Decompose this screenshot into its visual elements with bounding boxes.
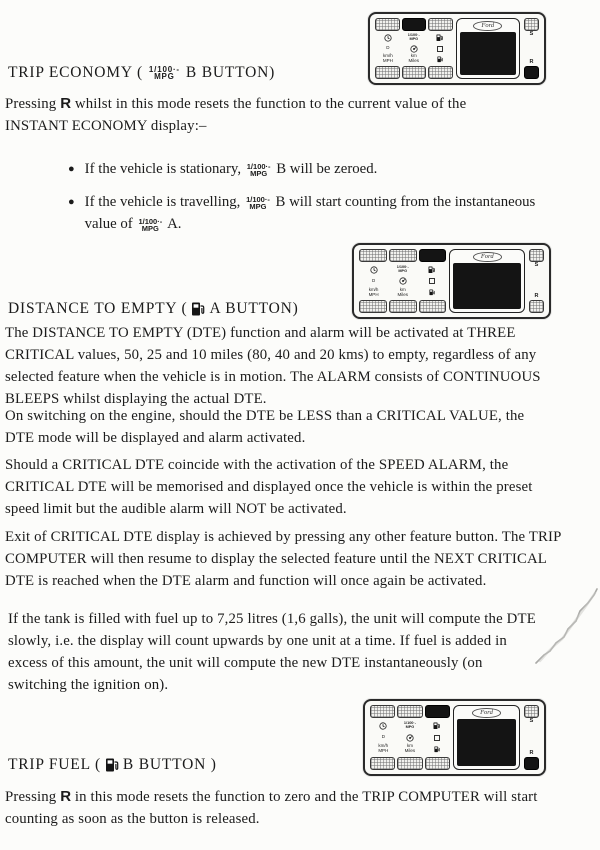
ford-logo: Ford	[473, 21, 502, 31]
lcd-screen	[457, 719, 516, 766]
panel-button-top-2	[425, 705, 450, 718]
fuel-pump-icon	[436, 34, 443, 42]
panel-button-bottom-2	[428, 66, 453, 79]
panel-display	[453, 705, 520, 770]
square-icon	[434, 735, 440, 741]
panel-button-bottom-0	[370, 757, 395, 770]
set-button-label: S	[534, 262, 539, 268]
panel-button-bottom-1	[402, 66, 427, 79]
distance-label: D	[371, 277, 376, 283]
heading-trip-economy-pre: TRIP ECONOMY (	[8, 64, 143, 81]
trip-fuel-panel	[365, 701, 544, 774]
lcd-screen	[460, 32, 516, 75]
mpg-economy-label: 1/100·- MPG	[396, 264, 409, 273]
fuel-pump-icon	[433, 722, 440, 730]
fuel-pump-icon	[434, 746, 440, 753]
panel-button-top-1	[389, 249, 417, 262]
reset-button-label: R	[529, 58, 534, 65]
panel-display	[449, 249, 525, 313]
square-icon	[437, 46, 443, 52]
trip-computer-illustration-trip-economy	[368, 12, 546, 85]
economy-gauge-icon	[399, 277, 407, 285]
panel-button-bottom-2	[425, 757, 450, 770]
r-button-symbol: R	[60, 95, 72, 112]
panel-button-top-0	[370, 705, 395, 718]
reset-button	[524, 66, 539, 79]
heading-trip-fuel: TRIP FUEL ( B BUTTON )	[8, 756, 217, 773]
fuel-pump-icon	[429, 289, 435, 296]
panel-button-top-1	[397, 705, 422, 718]
ford-logo: Ford	[472, 708, 501, 718]
panel-button-top-2	[428, 18, 453, 31]
trip-computer-illustration-trip-fuel	[363, 699, 546, 776]
reset-button	[529, 300, 544, 313]
panel-button-bottom-2	[419, 300, 447, 313]
distance-units-label: km Miles	[397, 286, 408, 297]
panel-button-top-0	[375, 18, 400, 31]
clock-icon	[384, 34, 392, 42]
panel-button-top-0	[359, 249, 387, 262]
set-button	[524, 705, 539, 718]
speed-units-label: km/h MPH	[382, 53, 393, 64]
reset-button	[524, 757, 539, 770]
paragraph-dte-4: Exit of CRITICAL DTE display is achieved by pressing any other feature button. The TRIP COMPUTER will then resume to display the selected feature until the NEXT CRITICAL DTE is reached when the DTE alarm and function will once again be activated.	[5, 529, 561, 589]
trip-economy-panel	[370, 14, 544, 83]
reset-button-label: R	[534, 292, 539, 299]
heading-trip-economy	[8, 64, 275, 82]
heading-trip-economy-post: B BUTTON)	[185, 64, 276, 81]
heading-distance-to-empty: DISTANCE TO EMPTY ( A BUTTON)	[8, 300, 299, 317]
panel-button-bottom-0	[359, 300, 387, 313]
set-button-label: S	[529, 31, 534, 37]
panel-button-top-2	[419, 249, 447, 262]
paragraph-dte-5: If the tank is filled with fuel up to 7,25 litres (1,6 galls), the unit will compute the DTE slowly, i.e. the display will count upwards by one unit at a time. If fuel is added in excess of this amount, the unit will compute the new DTE instantaneously (on switching the ignition on).	[8, 611, 536, 693]
paragraph-dte-3: Should a CRITICAL DTE coincide with the activation of the SPEED ALARM, the CRITICAL DTE will be memorised and displayed once the vehicle is within the preset speed limit but the audible alarm will NOT be activated.	[5, 457, 533, 517]
speed-units-label: km/h MPH	[378, 743, 389, 754]
lcd-screen	[453, 263, 521, 309]
distance-to-empty-panel	[354, 245, 549, 317]
distance-units-label: km Miles	[404, 743, 416, 754]
paragraph-dte-2: On switching on the engine, should the DTE be LESS than a CRITICAL VALUE, the DTE mode will be displayed and alarm activated.	[5, 408, 525, 446]
paragraph-dte-1: The DISTANCE TO EMPTY (DTE) function and alarm will be activated at THREE CRITICAL values, 50, 25 and 10 miles (80, 40 and 20 kms) to empty, regardless of any selected feature when the vehicle is in motion. The ALARM consists of CONTINUOUS BLEEPS whilst displaying the actual DTE.	[5, 325, 541, 407]
mpg-economy-label: 1/100·- MPG	[407, 32, 420, 41]
panel-display	[456, 18, 520, 79]
mpg-economy-icon: 1/100·- MPG	[148, 64, 180, 81]
distance-label: D	[386, 45, 390, 51]
set-button-label: S	[529, 718, 534, 724]
bullet-stationary: ● If the vehicle is stationary, 1/100·- MPG B will be zeroed.	[68, 158, 578, 180]
fuel-pump-icon	[428, 266, 435, 274]
scan-crease-artifact	[534, 545, 598, 670]
bullet-travelling: ● If the vehicle is travelling, 1/100·- MPG B will start counting from the instantaneous value of 1/100·- MPG A.	[68, 191, 588, 235]
speed-units-label: km/h MPH	[368, 286, 379, 297]
fuel-pump-icon	[191, 301, 205, 318]
fuel-pump-icon	[105, 757, 119, 774]
mpg-economy-label: 1/100·- MPG	[403, 720, 416, 729]
distance-label: D	[381, 734, 385, 740]
economy-gauge-icon	[406, 734, 414, 742]
trip-computer-illustration-distance-to-empty	[352, 243, 551, 319]
clock-icon	[379, 722, 387, 730]
reset-button-label: R	[529, 749, 534, 756]
paragraph-trip-economy-intro: Pressing R whilst in this mode resets the function to the current value of the INSTANT ECONOMY display:–	[5, 95, 467, 134]
economy-gauge-icon	[410, 45, 418, 53]
set-button	[524, 18, 539, 31]
bullet-icon: ●	[68, 196, 75, 208]
distance-units-label: km Miles	[408, 53, 420, 64]
mpg-economy-icon: 1/100·- MPG	[246, 195, 270, 211]
fuel-pump-icon	[437, 56, 443, 63]
mpg-economy-icon: 1/100·- MPG	[246, 162, 271, 178]
panel-button-top-1	[402, 18, 427, 31]
mpg-economy-icon: 1/100·- MPG	[138, 217, 163, 233]
bullet-icon: ●	[68, 163, 75, 175]
clock-icon	[370, 266, 378, 274]
panel-button-bottom-1	[389, 300, 417, 313]
panel-button-bottom-0	[375, 66, 400, 79]
paragraph-trip-fuel: Pressing R in this mode resets the function to zero and the TRIP COMPUTER will start counting as soon as the button is released.	[5, 788, 538, 827]
ford-logo: Ford	[473, 252, 502, 262]
square-icon	[429, 278, 435, 284]
set-button	[529, 249, 544, 262]
panel-button-bottom-1	[397, 757, 422, 770]
r-button-symbol: R	[60, 788, 72, 805]
